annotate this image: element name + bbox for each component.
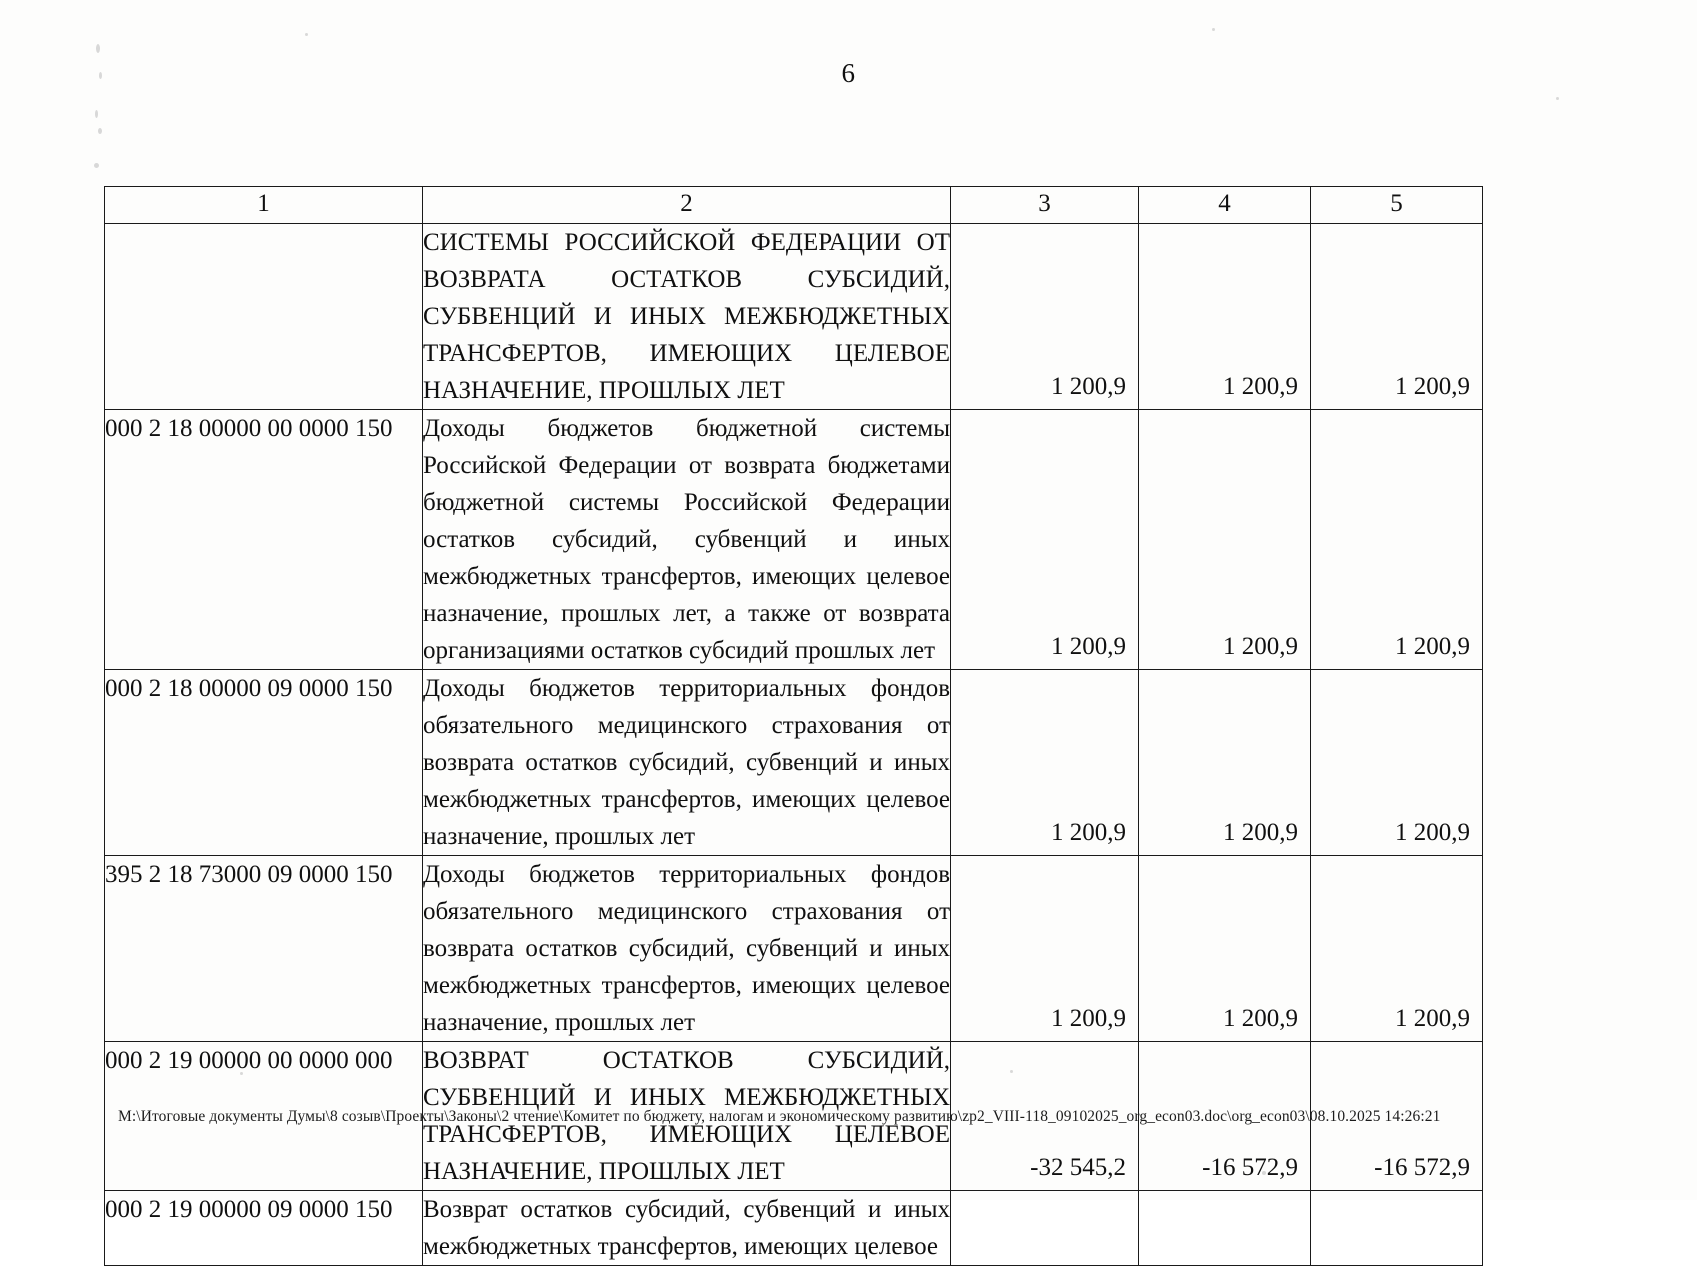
row-value-col4 [1139, 670, 1311, 856]
row-description: Доходы бюджетов территориальных фондов обязательного медицинского страхования от возврата остатков субсидий, субвенций и иных межбюджетных трансфертов, имеющих целевое назначение, прошлых лет [423, 856, 951, 1042]
value-text: 1 200,9 [1223, 1005, 1298, 1032]
value-text: 1 200,9 [1395, 633, 1470, 660]
value-text: 1 200,9 [1395, 373, 1470, 400]
row-value-col4 [1139, 1191, 1311, 1266]
row-description: Возврат остатков субсидий, субвенций и иных межбюджетных трансфертов, имеющих целевое [423, 1191, 951, 1266]
page-number: 6 [841, 58, 856, 88]
footer-file-path: M:\Итоговые документы Думы\8 созыв\Проекты\Законы\2 чтение\Комитет по бюджету, налогам и экономическому развитию\zp2_VIII-118_09102025_org_econ03.doc\org_econ03\08.10.2025 14:26:21 [118, 1108, 1441, 1125]
value-text: 1 200,9 [1223, 633, 1298, 660]
budget-table-container [104, 186, 1482, 1266]
table-row [105, 670, 1483, 856]
row-value-col4 [1139, 410, 1311, 670]
table-header-row [105, 187, 1483, 224]
value-text: 1 200,9 [1051, 819, 1126, 846]
column-header-1: 1 [105, 187, 423, 224]
row-value-col3 [951, 410, 1139, 670]
row-value-col5 [1311, 856, 1483, 1042]
row-description: ВОЗВРАТ ОСТАТКОВ СУБСИДИЙ, СУБВЕНЦИЙ И ИНЫХ МЕЖБЮДЖЕТНЫХ ТРАНСФЕРТОВ, ИМЕЮЩИХ ЦЕЛЕВОЕ НАЗНАЧЕНИЕ, ПРОШЛЫХ ЛЕТ [423, 1042, 951, 1191]
row-description: Доходы бюджетов бюджетной системы Российской Федерации от возврата бюджетами бюджетной системы Российской Федерации остатков субсидий, субвенций и иных межбюджетных трансфертов, имеющих целевое назначение, прошлых лет, а также от возврата организациями остатков субсидий прошлых лет [423, 410, 951, 670]
value-text: -16 572,9 [1374, 1154, 1470, 1181]
value-text: 1 200,9 [1051, 1005, 1126, 1032]
table-row [105, 1191, 1483, 1266]
table-row [105, 224, 1483, 410]
row-value-col3 [951, 670, 1139, 856]
row-value-col5 [1311, 224, 1483, 410]
value-text: -32 545,2 [1030, 1154, 1126, 1181]
column-header-5: 5 [1311, 187, 1483, 224]
value-text: 1 200,9 [1395, 819, 1470, 846]
row-value-col5 [1311, 1191, 1483, 1266]
row-value-col3 [951, 856, 1139, 1042]
value-text: 1 200,9 [1051, 633, 1126, 660]
row-code: 000 2 19 00000 09 0000 150 [105, 1191, 423, 1266]
row-code: 000 2 18 00000 00 0000 150 [105, 410, 423, 670]
row-value-col4 [1139, 224, 1311, 410]
value-text: 1 200,9 [1051, 373, 1126, 400]
table-row [105, 410, 1483, 670]
row-value-col4 [1139, 856, 1311, 1042]
row-code: 000 2 19 00000 00 0000 000 [105, 1042, 423, 1191]
row-description: Доходы бюджетов территориальных фондов обязательного медицинского страхования от возврата остатков субсидий, субвенций и иных межбюджетных трансфертов, имеющих целевое назначение, прошлых лет [423, 670, 951, 856]
value-text: -16 572,9 [1202, 1154, 1298, 1181]
row-value-col5 [1311, 410, 1483, 670]
row-description: СИСТЕМЫ РОССИЙСКОЙ ФЕДЕРАЦИИ ОТ ВОЗВРАТА ОСТАТКОВ СУБСИДИЙ, СУБВЕНЦИЙ И ИНЫХ МЕЖБЮДЖЕТНЫХ ТРАНСФЕРТОВ, ИМЕЮЩИХ ЦЕЛЕВОЕ НАЗНАЧЕНИЕ, ПРОШЛЫХ ЛЕТ [423, 224, 951, 410]
row-value-col5 [1311, 670, 1483, 856]
table-row [105, 856, 1483, 1042]
row-code [105, 224, 423, 410]
column-header-4: 4 [1139, 187, 1311, 224]
value-text: 1 200,9 [1395, 1005, 1470, 1032]
row-value-col3 [951, 224, 1139, 410]
row-code: 395 2 18 73000 09 0000 150 [105, 856, 423, 1042]
column-header-3: 3 [951, 187, 1139, 224]
row-code: 000 2 18 00000 09 0000 150 [105, 670, 423, 856]
column-header-2: 2 [423, 187, 951, 224]
value-text: 1 200,9 [1223, 819, 1298, 846]
budget-classification-table [104, 186, 1483, 1266]
value-text: 1 200,9 [1223, 373, 1298, 400]
row-value-col3 [951, 1191, 1139, 1266]
